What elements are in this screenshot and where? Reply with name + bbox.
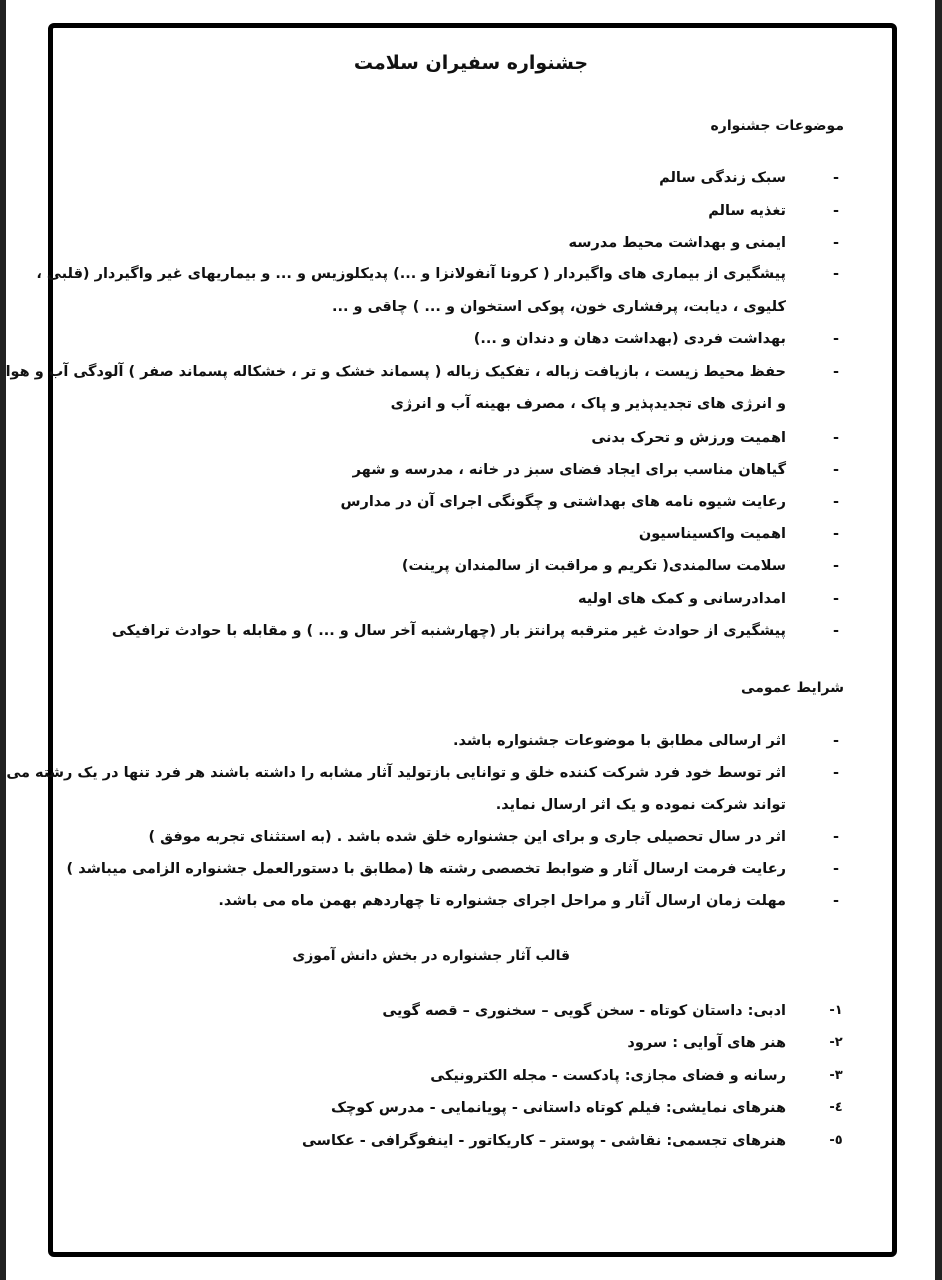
item-text: پیشگیری از حوادث غیر مترقبه پرانتز بار (چهارشنبه آخر سال و ... ) و مقابله با حوادث ترافیکی	[111, 623, 786, 639]
item-text: سلامت سالمندی( تکریم و مراقبت از سالمندان پرینت)	[401, 558, 786, 574]
formats-list-item	[430, 1068, 843, 1084]
item-text: تغذیه سالم	[708, 203, 786, 219]
bullet-dash: -	[832, 623, 840, 639]
item-number: ۲-	[829, 1035, 843, 1050]
bullet-dash: -	[832, 462, 840, 478]
item-text: اثر ارسالی مطابق با موضوعات جشنواره باشد.	[452, 733, 786, 749]
general-list-item	[148, 829, 840, 845]
bullet-dash: -	[832, 558, 840, 574]
formats-list-item	[627, 1035, 843, 1051]
item-text: پیشگیری از بیماری های واگیردار ( کرونا آنفولانزا و ...) پدیکلوزیس و ... و بیماریهای غیر واگیردار (قلبی ،	[36, 266, 786, 282]
bullet-dash: -	[832, 591, 840, 607]
item-text: مهلت زمان ارسال آثار و مراحل اجرای جشنواره تا چهاردهم بهمن ماه می باشد.	[218, 893, 786, 909]
item-text: رعایت شیوه نامه های بهداشتی و چگونگی اجرای آن در مدارس	[340, 494, 786, 510]
topics-list-item-continuation: کلیوی ، دیابت، پرفشاری خون، پوکی استخوان و ... ) چاقی و ...	[331, 299, 786, 315]
item-number: ٤-	[829, 1100, 843, 1115]
item-text: گیاهان مناسب برای ایجاد فضای سبز در خانه ، مدرسه و شهر	[352, 462, 786, 478]
item-text: بهداشت فردی (بهداشت دهان و دندان و ...)	[473, 331, 786, 347]
topics-list-item	[111, 623, 840, 639]
topics-list-item	[352, 462, 840, 478]
formats-heading: قالب آثار جشنواره در بخش دانش آموزی	[292, 948, 570, 964]
general-list-item	[6, 765, 840, 781]
topics-list-item	[5, 364, 840, 380]
formats-list-item	[382, 1003, 843, 1019]
item-text: امدادرسانی و کمک های اولیه	[577, 591, 786, 607]
topics-list-item	[591, 430, 840, 446]
bullet-dash: -	[832, 170, 840, 186]
general-list-item	[66, 861, 840, 877]
bullet-dash: -	[832, 203, 840, 219]
item-text: هنرهای تجسمی: نقاشی - پوستر – کاریکاتور - اینفوگرافی - عکاسی	[302, 1133, 786, 1149]
topics-list-item	[473, 331, 840, 347]
item-text: اثر در سال تحصیلی جاری و برای این جشنواره خلق شده باشد . (به استثنای تجربه موفق )	[148, 829, 786, 845]
formats-list-item	[302, 1133, 843, 1149]
item-number: ۱-	[829, 1003, 843, 1018]
item-text: رسانه و فضای مجازی: پادکست - مجله الکترونیکی	[430, 1068, 786, 1084]
topics-list-item	[638, 526, 840, 542]
formats-list-item	[330, 1100, 843, 1116]
item-text: اثر توسط خود فرد شرکت کننده خلق و توانایی بازتولید آثار مشابه را داشته باشند هر فرد تنها در یک رشته می	[6, 765, 786, 781]
bullet-dash: -	[832, 765, 840, 781]
item-text: سبک زندگی سالم	[659, 170, 786, 186]
item-text: اهمیت واکسیناسیون	[638, 526, 786, 542]
page-title: جشنواره سفیران سلامت	[353, 52, 589, 74]
item-number: ٥-	[829, 1133, 843, 1148]
bullet-dash: -	[832, 861, 840, 877]
bullet-dash: -	[832, 893, 840, 909]
bullet-dash: -	[832, 829, 840, 845]
item-text: هنر های آوایی : سرود	[627, 1035, 786, 1051]
topics-list-item	[708, 203, 840, 219]
item-text: حفظ محیط زیست ، بازیافت زباله ، تفکیک زباله ( پسماند خشک و تر ، خشکاله پسماند صفر ) آلودگی آب و هوا	[5, 364, 786, 380]
bullet-dash: -	[832, 494, 840, 510]
general-conditions-heading: شرایط عمومی	[741, 680, 844, 696]
general-list-item	[218, 893, 840, 909]
topics-list-item	[577, 591, 840, 607]
bullet-dash: -	[832, 364, 840, 380]
item-text: هنرهای نمایشی: فیلم کوتاه داستانی - پویانمایی - مدرس کوچک	[330, 1100, 786, 1116]
bullet-dash: -	[832, 331, 840, 347]
topics-list-item	[659, 170, 840, 186]
bullet-dash: -	[832, 526, 840, 542]
bullet-dash: -	[832, 235, 840, 251]
topics-list-item-continuation: و انرژی های تجدیدپذیر و پاک ، مصرف بهینه آب و انرژی	[390, 396, 786, 412]
bullet-dash: -	[832, 733, 840, 749]
item-text: اهمیت ورزش و تحرک بدنی	[591, 430, 786, 446]
general-list-item	[452, 733, 840, 749]
topics-heading: موضوعات جشنواره	[710, 118, 844, 134]
topics-list-item	[401, 558, 840, 574]
item-number: ۳-	[829, 1068, 843, 1083]
bullet-dash: -	[832, 266, 840, 282]
topics-list-item	[36, 266, 840, 282]
item-text: ایمنی و بهداشت محیط مدرسه	[568, 235, 786, 251]
general-list-item-continuation: تواند شرکت نموده و یک اثر ارسال نماید.	[495, 797, 786, 813]
topics-list-item	[568, 235, 840, 251]
topics-list-item	[340, 494, 840, 510]
item-text: ادبی: داستان کوتاه - سخن گویی – سخنوری – قصه گویی	[382, 1003, 786, 1019]
item-text: رعایت فرمت ارسال آثار و ضوابط تخصصی رشته ها (مطابق با دستورالعمل جشنواره الزامی میباشد )	[66, 861, 786, 877]
bullet-dash: -	[832, 430, 840, 446]
